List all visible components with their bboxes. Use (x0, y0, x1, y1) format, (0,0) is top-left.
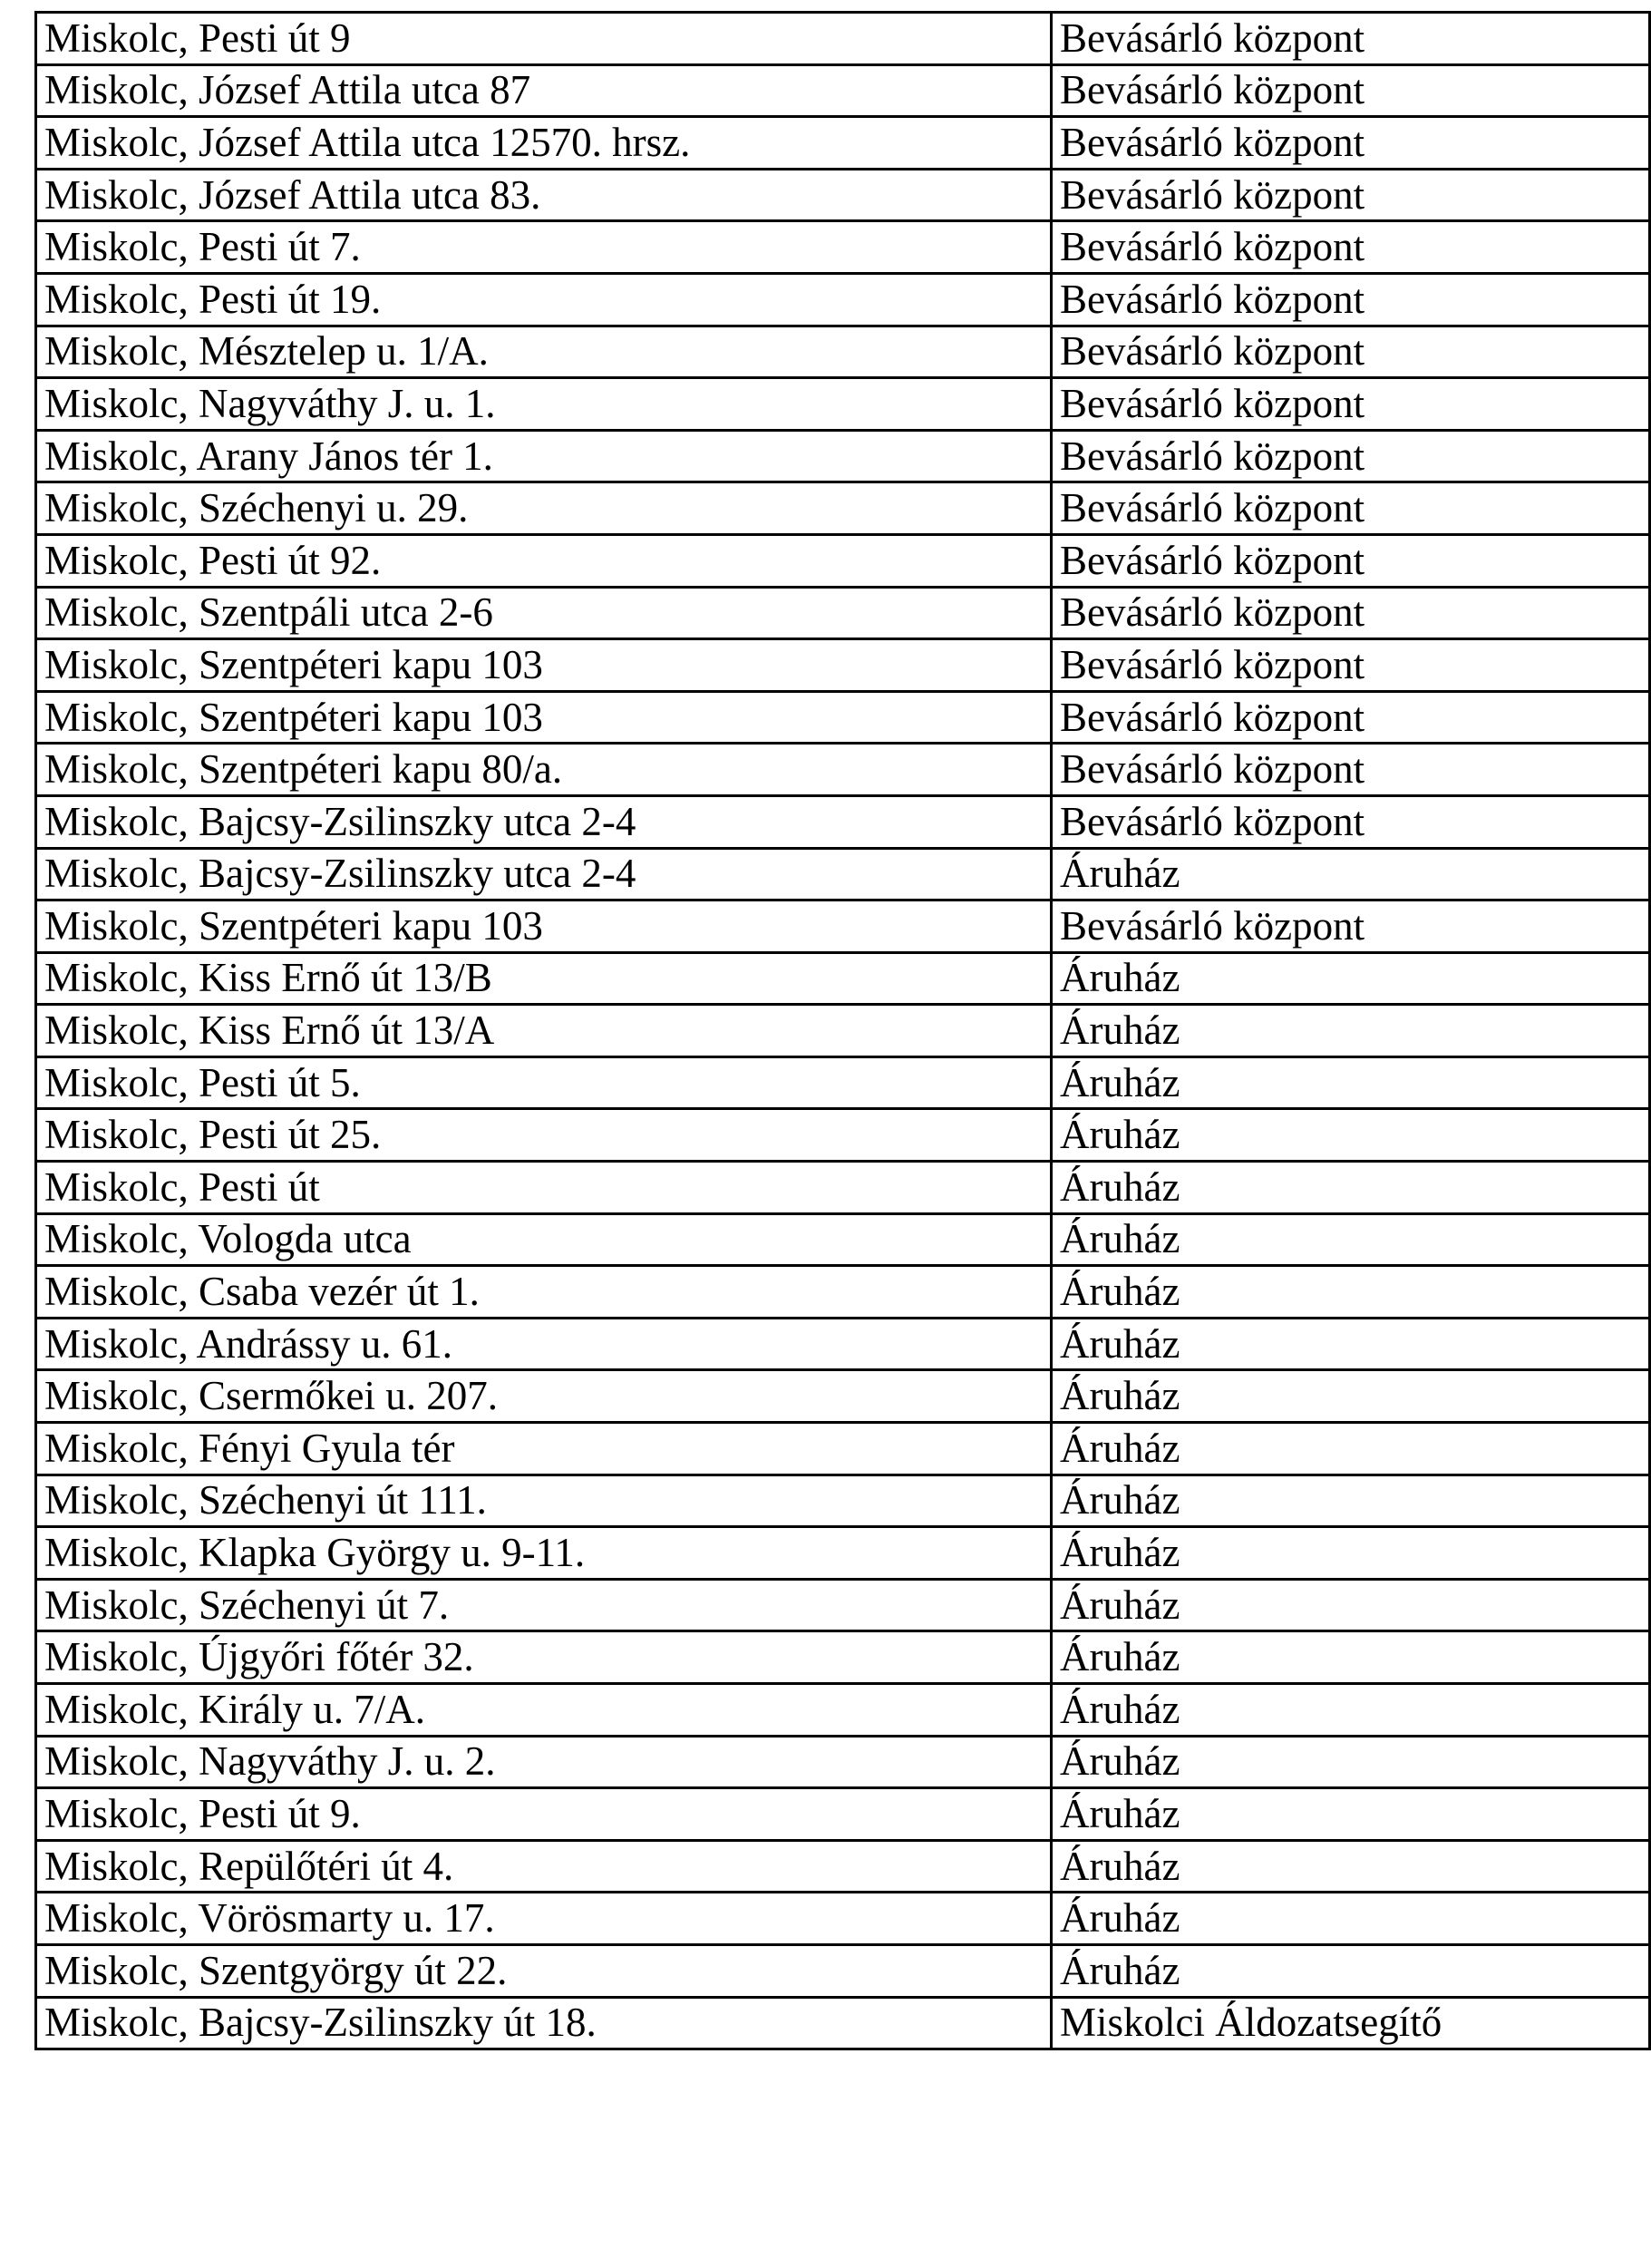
address-cell: Miskolc, Csermőkei u. 207. (36, 1370, 1052, 1423)
table-row (36, 1684, 1650, 1737)
address-cell: Miskolc, Széchenyi u. 29. (36, 482, 1052, 535)
address-cell: Miskolc, Fényi Gyula tér (36, 1423, 1052, 1475)
type-cell: Bevásárló központ (1052, 326, 1650, 378)
type-cell: Bevásárló központ (1052, 169, 1650, 221)
type-cell: Áruház (1052, 1005, 1650, 1057)
table-body (36, 13, 1650, 2049)
address-cell: Miskolc, Nagyváthy J. u. 2. (36, 1736, 1052, 1788)
table-row (36, 221, 1650, 274)
table-row (36, 13, 1650, 65)
address-cell: Miskolc, Újgyőri főtér 32. (36, 1631, 1052, 1684)
type-cell: Bevásárló központ (1052, 744, 1650, 796)
table-row (36, 64, 1650, 117)
type-cell: Bevásárló központ (1052, 534, 1650, 587)
table-row (36, 1109, 1650, 1162)
table-row (36, 1631, 1650, 1684)
type-cell: Bevásárló központ (1052, 795, 1650, 848)
address-cell: Miskolc, Széchenyi út 7. (36, 1579, 1052, 1631)
table-row (36, 534, 1650, 587)
type-cell: Bevásárló központ (1052, 482, 1650, 535)
type-cell: Miskolci Áldozatsegítő (1052, 1997, 1650, 2049)
address-cell: Miskolc, Szentpáli utca 2-6 (36, 587, 1052, 639)
table-row (36, 587, 1650, 639)
address-cell: Miskolc, Bajcsy-Zsilinszky utca 2-4 (36, 795, 1052, 848)
address-cell: Miskolc, József Attila utca 87 (36, 64, 1052, 117)
address-cell: Miskolc, Vörösmarty u. 17. (36, 1893, 1052, 1945)
type-cell: Bevásárló központ (1052, 13, 1650, 65)
address-cell: Miskolc, József Attila utca 12570. hrsz. (36, 117, 1052, 170)
address-cell: Miskolc, Pesti út (36, 1162, 1052, 1214)
address-cell: Miskolc, Pesti út 9. (36, 1788, 1052, 1841)
address-cell: Miskolc, Nagyváthy J. u. 1. (36, 378, 1052, 431)
address-cell: Miskolc, Pesti út 7. (36, 221, 1052, 274)
table-row (36, 795, 1650, 848)
address-cell: Miskolc, Pesti út 25. (36, 1109, 1052, 1162)
table-row (36, 1266, 1650, 1319)
table-row (36, 1997, 1650, 2049)
table-row (36, 1736, 1650, 1788)
address-cell: Miskolc, Pesti út 5. (36, 1056, 1052, 1109)
type-cell: Bevásárló központ (1052, 639, 1650, 692)
type-cell: Áruház (1052, 1109, 1650, 1162)
table-row (36, 848, 1650, 900)
table-row (36, 1944, 1650, 1997)
type-cell: Áruház (1052, 1527, 1650, 1580)
table-row (36, 1370, 1650, 1423)
type-cell: Áruház (1052, 1579, 1650, 1631)
address-cell: Miskolc, Bajcsy-Zsilinszky út 18. (36, 1997, 1052, 2049)
address-table-sheet (34, 11, 1650, 2050)
type-cell: Áruház (1052, 1631, 1650, 1684)
type-cell: Áruház (1052, 1840, 1650, 1893)
type-cell: Bevásárló központ (1052, 273, 1650, 326)
type-cell: Bevásárló központ (1052, 64, 1650, 117)
table-row (36, 1056, 1650, 1109)
type-cell: Áruház (1052, 1056, 1650, 1109)
address-cell: Miskolc, Széchenyi út 111. (36, 1475, 1052, 1527)
type-cell: Bevásárló központ (1052, 691, 1650, 744)
address-cell: Miskolc, Szentpéteri kapu 103 (36, 639, 1052, 692)
address-cell: Miskolc, Repülőtéri út 4. (36, 1840, 1052, 1893)
address-cell: Miskolc, József Attila utca 83. (36, 169, 1052, 221)
type-cell: Áruház (1052, 1318, 1650, 1370)
type-cell: Áruház (1052, 952, 1650, 1005)
table-row (36, 1579, 1650, 1631)
address-cell: Miskolc, Arany János tér 1. (36, 430, 1052, 482)
type-cell: Bevásárló központ (1052, 900, 1650, 953)
table-row (36, 639, 1650, 692)
address-cell: Miskolc, Szentpéteri kapu 80/a. (36, 744, 1052, 796)
table-row (36, 744, 1650, 796)
type-cell: Áruház (1052, 1893, 1650, 1945)
table-row (36, 1423, 1650, 1475)
address-cell: Miskolc, Vologda utca (36, 1213, 1052, 1266)
table-row (36, 1893, 1650, 1945)
table-row (36, 1527, 1650, 1580)
type-cell: Áruház (1052, 1213, 1650, 1266)
type-cell: Bevásárló központ (1052, 221, 1650, 274)
address-cell: Miskolc, Klapka György u. 9-11. (36, 1527, 1052, 1580)
table-row (36, 1005, 1650, 1057)
table-row (36, 1162, 1650, 1214)
address-cell: Miskolc, Kiss Ernő út 13/A (36, 1005, 1052, 1057)
type-cell: Áruház (1052, 1736, 1650, 1788)
type-cell: Áruház (1052, 1162, 1650, 1214)
table-row (36, 900, 1650, 953)
table-row (36, 482, 1650, 535)
table-row (36, 117, 1650, 170)
table-row (36, 1788, 1650, 1841)
type-cell: Áruház (1052, 1475, 1650, 1527)
address-cell: Miskolc, Pesti út 92. (36, 534, 1052, 587)
type-cell: Bevásárló központ (1052, 117, 1650, 170)
table-row (36, 430, 1650, 482)
table-row (36, 952, 1650, 1005)
address-cell: Miskolc, Csaba vezér út 1. (36, 1266, 1052, 1319)
type-cell: Áruház (1052, 1266, 1650, 1319)
address-cell: Miskolc, Király u. 7/A. (36, 1684, 1052, 1737)
address-cell: Miskolc, Pesti út 19. (36, 273, 1052, 326)
address-cell: Miskolc, Bajcsy-Zsilinszky utca 2-4 (36, 848, 1052, 900)
table-row (36, 1840, 1650, 1893)
address-cell: Miskolc, Szentgyörgy út 22. (36, 1944, 1052, 1997)
table-row (36, 691, 1650, 744)
type-cell: Bevásárló központ (1052, 587, 1650, 639)
type-cell: Bevásárló központ (1052, 430, 1650, 482)
table-row (36, 169, 1650, 221)
address-cell: Miskolc, Szentpéteri kapu 103 (36, 691, 1052, 744)
address-table (34, 11, 1651, 2050)
type-cell: Áruház (1052, 1788, 1650, 1841)
address-cell: Miskolc, Kiss Ernő út 13/B (36, 952, 1052, 1005)
address-cell: Miskolc, Andrássy u. 61. (36, 1318, 1052, 1370)
type-cell: Áruház (1052, 1423, 1650, 1475)
address-cell: Miskolc, Szentpéteri kapu 103 (36, 900, 1052, 953)
table-row (36, 1318, 1650, 1370)
type-cell: Áruház (1052, 848, 1650, 900)
type-cell: Áruház (1052, 1684, 1650, 1737)
address-cell: Miskolc, Pesti út 9 (36, 13, 1052, 65)
table-row (36, 1475, 1650, 1527)
table-row (36, 1213, 1650, 1266)
address-cell: Miskolc, Mésztelep u. 1/A. (36, 326, 1052, 378)
table-row (36, 378, 1650, 431)
table-row (36, 326, 1650, 378)
type-cell: Bevásárló központ (1052, 378, 1650, 431)
type-cell: Áruház (1052, 1370, 1650, 1423)
type-cell: Áruház (1052, 1944, 1650, 1997)
table-row (36, 273, 1650, 326)
